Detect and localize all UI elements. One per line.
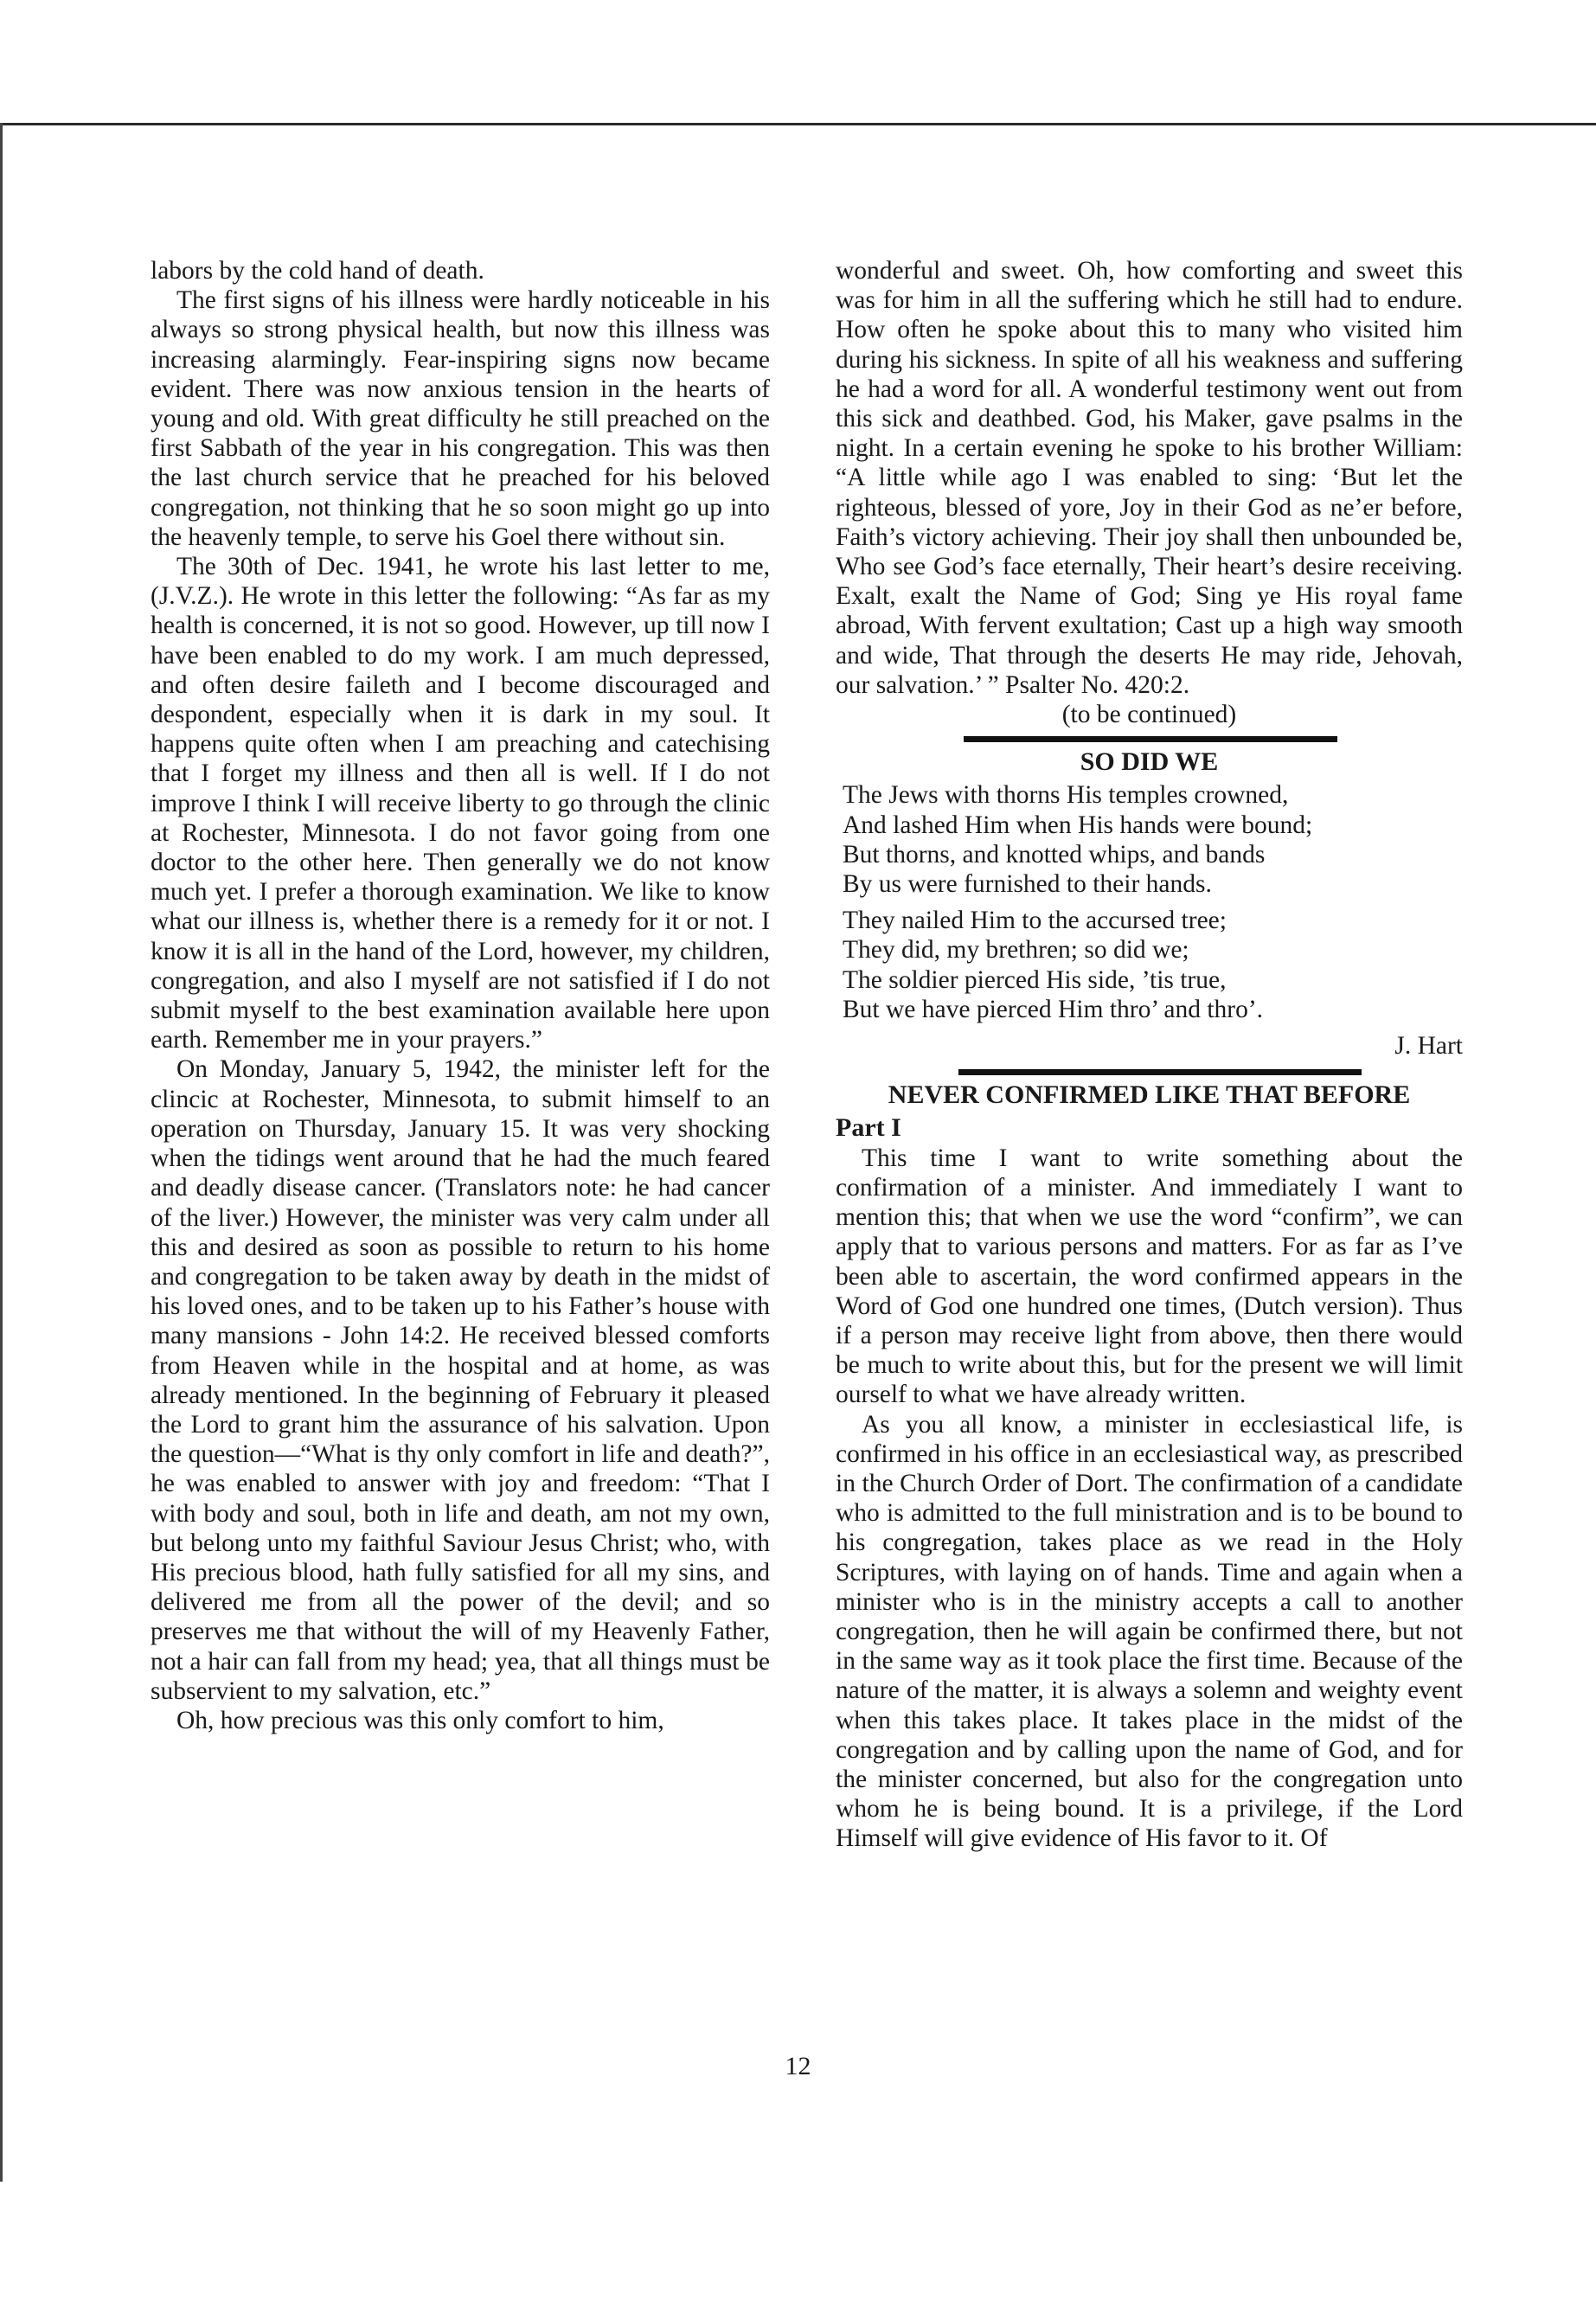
poem-line: The soldier pierced His side, ’tis true, xyxy=(843,965,1227,994)
poem-line: But thorns, and knotted whips, and bands xyxy=(843,840,1266,868)
paragraph: wonderful and sweet. Oh, how comforting and sweet this was for him in all the suffering which he still had to endure. How often he spoke about this to many who visited him during his sickness. In spite of all his weakness and suffering he had a word for all. A wonderful testimony went out from this sick and deathbed. God, his Maker, gave psalms in the night. In a certain evening he spoke to his brother William: “A little while ago I was enabled to sing: ‘But let the righteous, blessed of yore, Joy in their God as ne’er before, Faith’s victory achieving. Their joy shall then unbounded be, Who see God’s face eternally, Their heart’s desire receiving. Exalt, exalt the Name of God; Sing ye His royal fame abroad, With fervent exultation; Cast up a high way smooth and wide, That through the deserts He may ride, Jehovah, our salvation.’ ” Psalter No. 420:2. xyxy=(836,257,1463,699)
poem-author: J. Hart xyxy=(1394,1032,1463,1061)
poem-line: They did, my brethren; so did we; xyxy=(843,936,1189,965)
paragraph: The first signs of his illness were hardly noticeable in his always so strong physical health, but now this illness was increasing alarmingly. Fear-inspiring signs now became evident. There was now anxious tension in the hearts of young and old. With great difficulty he still preached on the first Sabbath of the year in his congregation. This was then the last church service that he preached for his beloved congregation, not thinking that he so soon might go up into the heavenly temple, to serve his Goel there without sin. xyxy=(151,286,770,551)
paragraph: As you all know, a minister in ecclesiastical life, is confirmed in his office in an ecclesiastical way, as prescribed in the Church Order of Dort. The confirmation of a candidate who is admitted to the full ministration and is to be bound to his congregation, takes place as we read in the Holy Scriptures, with laying on of hands. Time and again when a minister who is in the ministry accepts a call to another congregation, then he will again be confirmed there, but not in the same way as it took place the first time. Because of the nature of the matter, it is always a solemn and weighty event when this takes place. It takes place in the midst of the congregation and by calling upon the name of God, and for the minister concerned, but also for the congregation unto whom he is being bound. It is a privilege, if the Lord Himself will give evidence of His favor to it. Of xyxy=(836,1410,1463,1853)
poem-line: The Jews with thorns His temples crowned, xyxy=(843,781,1289,810)
poem-line: And lashed Him when His hands were bound; xyxy=(843,811,1313,839)
paragraph: Oh, how precious was this only comfort to him, xyxy=(176,1706,664,1734)
poem-line: But we have pierced Him thro’ and thro’. xyxy=(843,995,1264,1023)
left-border-rule xyxy=(0,123,3,2182)
poem-line: By us were furnished to their hands. xyxy=(843,870,1212,899)
article-part-label: Part I xyxy=(836,1113,901,1143)
poem-stanza xyxy=(843,906,1463,1024)
page-number: 12 xyxy=(785,2052,811,2080)
poem-line: They nailed Him to the accursed tree; xyxy=(843,907,1227,935)
poem-title: SO DID WE xyxy=(1080,747,1219,777)
paragraph: The 30th of Dec. 1941, he wrote his last letter to me, (J.V.Z.). He wrote in this letter the following: “As far as my health is concerned, it is not so good. However, up till now I have been enabled to do my work. I am much depressed, and often desire faileth and I become discouraged and despondent, especially when it is dark in my soul. It happens quite often when I am preaching and catechising that I forget my illness and then all is well. If I do not improve I think I will receive liberty to go through the clinic at Rochester, Minnesota. I do not favor going from one doctor to the other here. Then generally we do not know much yet. I prefer a thorough examination. We like to know what our illness is, whether there is a remedy for it or not. I know it is all in the hand of the Lord, however, my children, congregation, and also I myself are not satisfied if I do not submit myself to the best examination available here upon earth. Remember me in your prayers.” xyxy=(151,553,770,1054)
left-column xyxy=(151,256,770,1735)
right-column xyxy=(836,256,1463,1854)
to-be-continued: (to be continued) xyxy=(1061,701,1237,729)
top-border-rule xyxy=(0,123,1596,125)
paragraph: labors by the cold hand of death. xyxy=(151,257,484,285)
section-divider xyxy=(958,1069,1362,1075)
paragraph: This time I want to write something about the confirmation of a minister. And immediately I want to mention this; that when we use the word “confirm”, we can apply that to various persons and matters. For as far as I’ve been able to ascertain, the word confirmed appears in the Word of God one hundred one times, (Dutch version). Thus if a person may receive light from above, then there would be much to write about this, but for the present we will limit ourself to what we have already written. xyxy=(836,1144,1463,1409)
section-divider xyxy=(964,736,1337,742)
article-title: NEVER CONFIRMED LIKE THAT BEFORE xyxy=(888,1080,1411,1110)
paragraph: On Monday, January 5, 1942, the minister left for the clincic at Rochester, Minnesota, to submit himself to an operation on Thursday, January 15. It was very shocking when the tidings went around that he had the much feared and deadly disease cancer. (Translators note: he had cancer of the liver.) However, the minister was very calm under all this and desired as soon as possible to return to his home and congregation to be taken away by death in the midst of his loved ones, and to be taken up to his Father’s house with many mansions - John 14:2. He received blessed comforts from Heaven while in the hospital and at home, as was already mentioned. In the beginning of February it pleased the Lord to grant him the assurance of his salvation. Upon the question—“What is thy only comfort in life and death?”, he was enabled to answer with joy and freedom: “That I with body and soul, both in life and death, am not my own, but belong unto my faithful Saviour Jesus Christ; who, with His precious blood, hath fully satisfied for all my sins, and delivered me from all the power of the devil; and so preserves me that without the will of my Heavenly Father, not a hair can fall from my head; yea, that all things must be subservient to my salvation, etc.” xyxy=(151,1055,770,1705)
poem xyxy=(843,780,1463,1024)
poem-stanza xyxy=(843,780,1463,899)
